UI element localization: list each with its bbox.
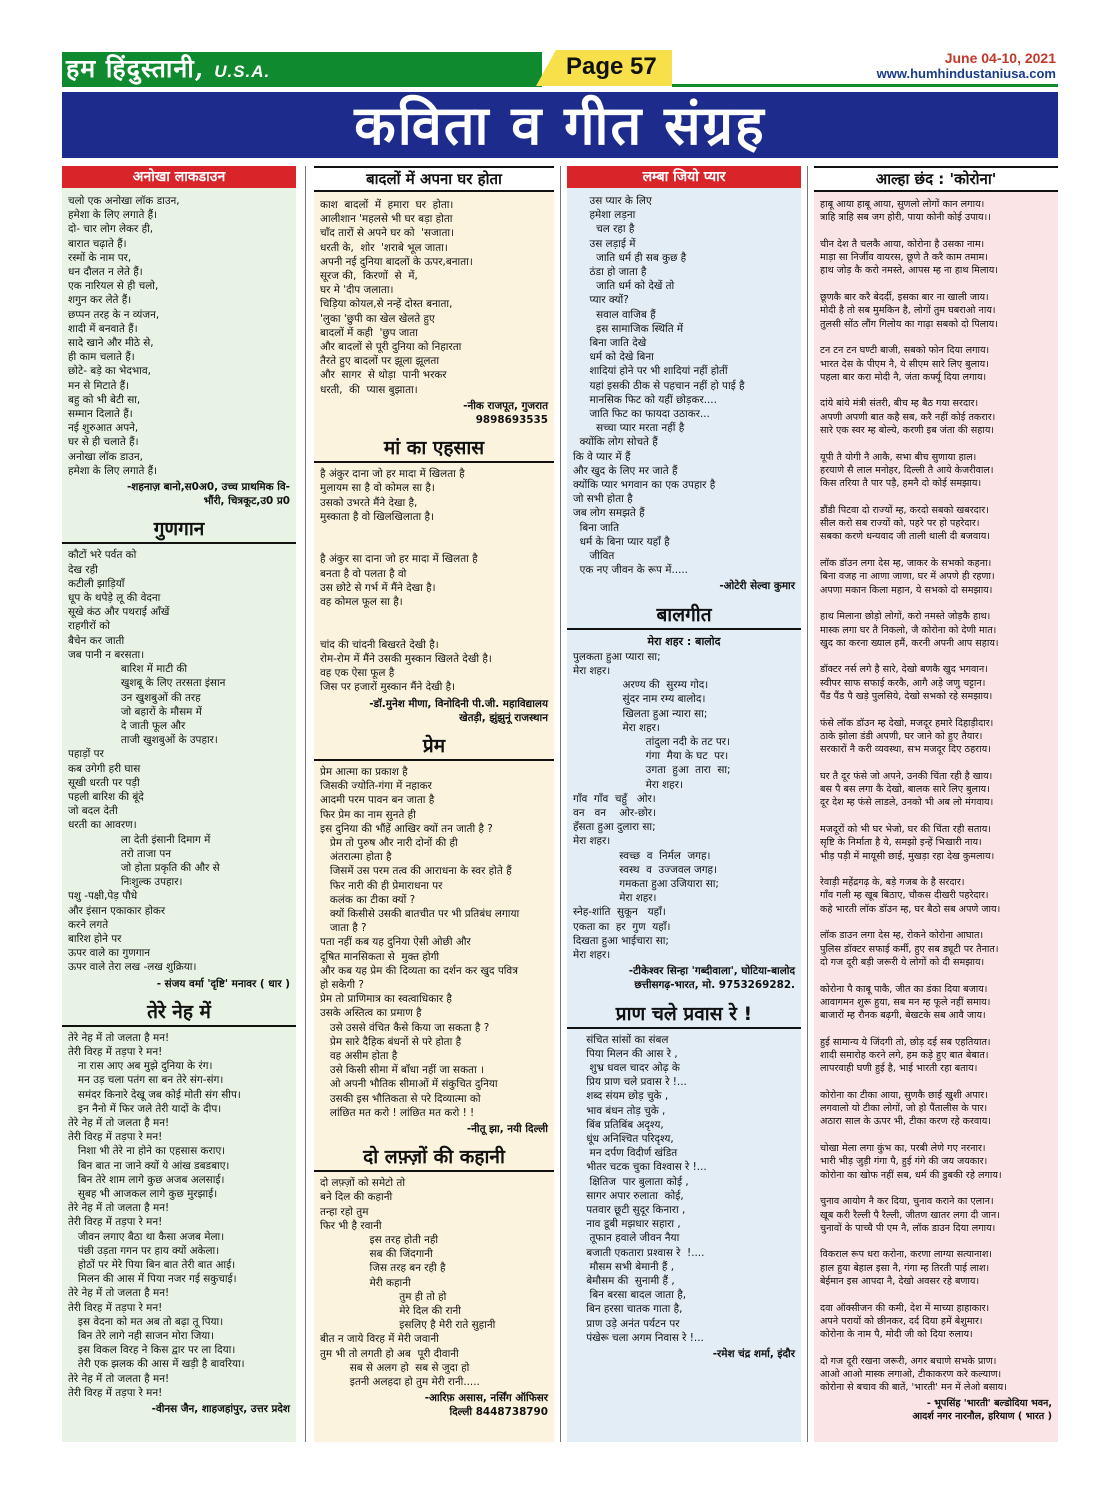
poem-text: तेरे नेह में तो जलता है मन! तेरी विरह में तड़पा रे मन! ना रास आए अब मुझे दुनिया के रंग। मन उड़ चला पतंग सा बन तेरे संग-संग। समंदर किनारे देखू जब कोई मोती संग सीप। इन नैनो में फिर जले तेरी यादों के दीप। तेरे नेह में तो जलता है मन! तेरी विरह में तड़पा रे मन! निशा भी तेरे ना होने का एहसास कराए। बिन बात ना जाने क्यों ये आंख डबडबाए। बिन तेरे शाम लागे कुछ अजब अलसाई। सुबह भी आजकल लागे कुछ मुरझाई। तेरे नेह में तो जलता है मन! तेरी विरह में तड़पा रे मन! जीवन लगाए बैठा था कैसा अजब मेला। पंछी उड़ता गगन पर हाय क्यों अकेला। होठों पर मेरे पिया बिन बात तेरी बात आई। मिलन की आस में पिया नजर गई सकुचाई। तेरे नेह में तो जलता है मन! तेरी विरह में तड़पा रे मन! इस वेदना को मत अब तो बढ़ा तू पिया। बिन तेरे लागे नही साजन मोरा जिया। इस विकल विरह ने किस द्वार पर ला दिया। तेरी एक झलक की आस में खड़ी है बावरिया। तेरे नेह में तो जलता है मन! तेरी विरह में तड़पा रे मन!: [68, 1031, 245, 1399]
poem-title-tere-neh-mein: तेरे नेह में: [62, 999, 296, 1027]
poem-text: है अंकुर दाना जो हर मादा में खिलता है मुलायम सा है वो कोमल सा है। उसको उभरते मैंने देखा है, मुस्काता है वो खिलखिलाता है। है अंकुर सा दाना जो हर मादा में खिलता है बनता है वो पलता है वो उस छोटे से गर्भ में मैंने देखा है। वह कोमल फूल सा है। चांद की चांदनी बिखरते देखी है। रोम-रोम में मैंने उसकी मुस्कान खिलते देखी है। वह एक ऐसा फूल है जिस पर हजारों मुस्कान मैंने देखी है।: [320, 468, 492, 694]
poem-text: कौटों भरे पर्वत को देख रही कटीली झाड़ियाँ धूप के थपेड़े लू की वेदना सूखे कंठ और पथराई आँखें राहगीरों को बैचेन कर जाती जब पानी न बरसता। बारिश में माटी की खुशबू के लिए तरसता इंसान उन खुशबुओं की तरह जो बहारों के मौसम में दे जाती फूल और ताजी खुशबुओं के उपहार। पहाड़ों पर कब उगेगी हरी घास सूखी धरती पर पड़ी पहली बारिश की बूंदे जो बदल देती धरती का आवरण। ला देती इंसानी दिमाग में तरो ताजा पन जो होता प्रकृति की और से निःशुल्क उपहार। पशु -पक्षी,पेड़ पौधे और इंसान एकाकार होकर करने लगते बारिश होने पर ऊपर वाले का गुणगान ऊपर वाले तेरा लख -लख शुक्रिया।: [68, 549, 226, 974]
issue-date: June 04-10, 2021: [944, 50, 1056, 66]
poem-title-maa-ka-ehsaas: मां का एहसास: [314, 435, 554, 463]
poem-text: संचित सांसों का संबल पिया मिलन की आस रे , शुभ्र धवल चादर ओढ़ के प्रिय प्राण चले प्रवास रे !... शब्द संयम छोड़ चुके , भाव बंधन तोड़ चुके , बिंब प्रतिबिंब अदृश्य, धूंध अनिश्चित परिदृश्य, मन दर्पण विदीर्ण खंडित भीतर चटक चुका विश्वास रे !... क्षितिज पार बुलाता कोई , सागर अपार रुलाता कोई, पतवार छूटी सुदूर किनारा , नाव डूबी मझधार सहारा , तूफान हवाले जीवन नैया बजाती एकतारा प्रश्वास रे !.... मौसम सभी बेमानी हैं , बेमौसम की सुनामी हैं , बिन बरसा बादल जाता है, बिन हरसा चातक गाता है, प्राण उड़े अनंत पर्यटन पर पंखेरू चला अगम निवास रे !...: [586, 1033, 707, 1344]
column-2: [314, 166, 554, 1442]
column-divider: [560, 166, 561, 1442]
poem-title-prem: प्रेम: [314, 733, 554, 761]
brand-suffix: U.S.A.: [214, 62, 271, 81]
poem-title-aalha-chhand: आल्हा छंद : 'कोरोना': [814, 166, 1058, 192]
poem-text: चलो एक अनोखा लॉक डाउन, हमेशा के लिए लगाते हैं। दो- चार लोग लेकर ही, बारात चढ़ाते हैं। रस्मों के नाम पर, धन दौलत न लेते हैं। एक नारियल से ही चलो, शगुन कर लेते हैं। छप्पन तरह के न व्यंजन, शादी में बनवाते हैं। सादे खाने और मीठे से, ही काम चलाते हैं। छोटे- बड़े का भेदभाव, मन से मिटाते हैं। बहु को भी बेटी सा, सम्मान दिलाते हैं। नई शुरुआत अपने, घर से ही चलाते हैं। अनोखा लॉक डाउन, हमेशा के लिए लगाते हैं।: [68, 195, 180, 477]
poem-author: - भूपसिंह 'भारती' बल्डोदिया भवन, आदर्श नगर नारनौल, हरियाण ( भारत ): [912, 1397, 1052, 1423]
poem-author: - संजय वर्मा 'दृष्टि' मनावर ( धार ): [156, 977, 290, 990]
brand-name: हम हिंदुस्तानी,: [66, 54, 205, 83]
masthead: [0, 0, 1118, 88]
poem-author: -टीकेश्वर सिन्हा 'गब्दीवाला', घोटिया-बालोद छत्तीसगढ़-भारत, मो. 9753269282.: [628, 965, 795, 992]
section-title: कविता व गीत संग्रह: [354, 93, 766, 157]
poem-author: -आरिफ़ असास, नर्सिंग ऑफिसर दिल्ली 8448738790: [424, 1392, 548, 1419]
poem-text: हाबू आया हाबू आया, सुणलो लोगों कान लगाय। त्राहि त्राहि सब जग होरी, पाया कोनी कोई उपाय।। चीन देश तै चलकै आया, कोरोना है उसका नाम। माड़ा सा निर्जीव वायरस, छूणे तै करै काम तमाम। हाथ जोड़ कै करो नमस्ते, आपस म्ह ना हाथ मिलाय। छूणकै बार करै बेदर्दी, इसका बार ना खाली जाय। मोदी है तो सब मुमकिन है, लोगों तुम घबराओ नाय। तुलसी सोंठ लौंग गिलोय का गाढ़ा सबको दो पिलाय। टन टन टन घण्टी बाजी, सबको फोन दिया लगाय। भारत देस के पीएम नै, ये सीएम सारे लिए बुलाय। पहला बार करा मोदी नै, जंता कर्फ्यू दिया लगाय। दांये बांये मंत्री संतरी, बीच म्ह बैठ गया सरदार। अपणी अपणी बात कहै सब, करै नहीं कोई तकरार। सारे एक स्वर म्ह बोल्ये, करणी इब जंता की सहाय। यूपी तै योगी नै आकै, सभा बीच सुणाया हाल। हरयाणे सै लाल मनोहर, दिल्ली तै आये केजरीवाल। किस तरिया तै पार पड़ै, हमनै दो कोई समझाय। डौंडी पिटवा दो राज्यों म्ह, करदो सबको खबरदार। सील करो सब राज्यों को, पहरे पर हो पहरेदार। सबका करणे धन्यवाद जी ताली थाली दी बजवाय। लॉक डॉउन लगा देस म्ह, जाकर के सभको कहना। बिना वजह ना आणा जाणा, घर में अपणे ही रहणा। अपणा मकान किला महान, ये सभको दो समझाय। हाथ मिलाना छोड़ो लोगों, करो नमस्ते जोड़कै हाथ। मास्क लगा घर तै निकलो, जै कोरोना को देणी मात। खुद का करना ख्याल हमैं, करनी अपनी आप सहाय। डॉक्टर नर्स लगे है सारे, देखो बणकै खुद भगवान। स्वीपर साफ सफाई करकै, आगै अड़े जणु चट्टान। पैंड पैंड पै खड़े पुलसिये, देखो सभको रहे समझाय। फंसे लॉक डॉउन म्ह देखो, मजदूर हमारे दिहाड़ीदार। ठाके झोला डंडी अपणी, घर जाने को हुए तैयार। सरकारों नै करी व्यवस्था, सभ मजदूर दिए ठहराय। घर तै दूर फंसे जो अपने, उनकी चिंता रही है खाय। बस पै बस लगा कै देखो, बालक सारे लिए बुलाय। दूर देश म्ह फंसे लाडले, उनको भी अब लो मंगवाय। मजदूरों को भी घर भेजो, घर की चिंता रही सताय। सृष्टि के निर्माता है ये, समझो इन्हें भिखारी नाय। भीड़ पड़ी में मायूसी छाई, मुखड़ा रहा देख कुमलाय। रेवाड़ी महेंद्रगढ़ के, बड़े गजब के है सरदार। गाँव गली म्ह खूब बिठाए, चौकस दीखरी पहरेदार। कहे भारती लॉक डॉउन म्ह, घर बैठो सब अपणे जाय। लॉक डाउन लगा देस म्ह, रोकने कोरोना आघात। पुलिस डॉक्टर सफाई कर्मी, हुए सब ड्यूटी पर तैनात। दो गज दूरी बड़ी जरूरी ये लोगों को दी समझाय। कोरोना पै काबू पाकै, जीत का डंका दिया बजाय। आवागमन शुरू हुया, सब मन म्ह फूले नहीं समाय। बाजारों म्ह रौनक बढ़गी, बेखटके सब आवै जाय। हुई सामान्य ये जिंदगी तो, छोड़ दई सब एहतियात। शादी समारोह करने लगे, हम कड़े हुए बात बेबात। लापरवाही घणी हुई है, भाई भारती रहा बताय। कोरोना का टीका आया, सुणकै छाई खुशी अपार। लगवालो यो टीका लोगों, जो हो पैंतालीस के पार। अठारा साल के ऊपर भी, टीका करण रहे करवाय। चोखा मेला लगा कुंभ का, परबी लेणे गए नरनार। भारी भीड़ जुड़ी गंगा पै, हुई गंगे की जय जयकार। कोरोना का खोफ नहीं सब, धर्म की डुबकी रहे लगाय। चुनाव आयोग नै कर दिया, चुनाव कराने का एलान। खूब करी रैल्ली पै रैल्ली, जीतण खातर लगा दी जान। चुनावों के पाच्चै पी एम नै, लॉक डाउन दिया लगाय। विकराल रूप धरा करोना, करणा लाग्या सत्यानाश। हाल हुया बेहाल इसा नै, गंगा म्ह तिरती पाई लाश। बेईमान इस आपदा नै, देखो अवसर रहे बणाय। दवा ऑक्सीजन की कमी, देश में माच्या हाहाकार। अपने परायों को छीनकर, दर्द दिया हमें बेशुमार। कोरोना के नाम पै, मोदी जी को दिया रुलाय। दो गज दूरी रखना जरूरी, अगर बचाणे सभके प्राण। आओ आओ मास्क लगाओ, टीकाकरण करे कल्याण। कोरोना से बचाव की बातें, 'भारती' मन में लेओ बसाय।: [820, 199, 1007, 1394]
column-divider: [305, 166, 306, 1442]
poem-text: प्रेम आत्मा का प्रकाश है जिसकी ज्योति-गंगा में नहाकर आदमी परम पावन बन जाता है फिर प्रेम का नाम सुनते ही इस दुनिया की भौंहें आखिर क्यों तन जाती है ? प्रेम तो पुरुष और नारी दोनों की ही अंतरात्मा होता है जिसमें उस परम तत्व की आराधना के स्वर होते हैं फिर नारी की ही प्रेमाराधना पर कलंक का टीका क्यों ? क्यों किसीसे उसकी बातचीत पर भी प्रतिबंध लगाया जाता है ? पता नहीं कब यह दुनिया ऐसी ओछी और दूषित मानसिकता से मुक्त होगी और कब यह प्रेम की दिव्यता का दर्शन कर खुद पवित्र हो सकेगी ? प्रेम तो प्राणिमात्र का स्वत्वाधिकार है उसके अस्तित्व का प्रमाण है उसे उससे वंचित कैसे किया जा सकता है ? प्रेम सारे दैहिक बंधनों से परे होता है वह असीम होता है उसे किसी सीमा में बाँधा नहीं जा सकता । ओ अपनी भौतिक सीमाओं में संकुचित दुनिया उसकी इस भौतिकता से परे दिव्यात्मा को लांछित मत करो ! लांछित मत करो ! !: [320, 765, 520, 1119]
poem-author: -रमेश चंद्र शर्मा, इंदौर: [712, 1348, 795, 1361]
poem-text: उस प्यार के लिए हमेशा लड़ना चल रहा है उस लड़ाई में जाति धर्म ही सब कुछ है ठंडा हो जाता है जाति धर्म को देखें तो प्यार क्यों? सवाल वाजिब हैं इस सामाजिक स्थिति में बिना जाति देखे धर्म को देखे बिना शादियां होने पर भी शादियां नहीं होतीं यहां इसकी ठीक से पहचान नहीं हो पाई है मानसिक फिट को यहीं छोड़कर.... जाति फिट का फायदा उठाकर... सच्चा प्यार मरता नहीं है क्योंकि लोग सोचते हैं कि वे प्यार में हैं और खुद के लिए मर जाते हैं क्योंकि प्यार भगवान का एक उपहार है जो सभी होता है जब लोग समझते हैं बिना जाति धर्म के बिना प्यार यहाँ है जीवित एक नए जीवन के रूप में.....: [573, 195, 745, 577]
poem-title-badalon-mein: बादलों में अपना घर होता: [314, 166, 554, 192]
poem-subtitle: मेरा शहर : बालोद: [647, 634, 721, 648]
poem-title-baalgeet: बालगीत: [567, 602, 801, 630]
website-link[interactable]: www.humhindustaniusa.com: [876, 66, 1056, 81]
poem-title-anokha-lockdown: अनोखा लाकडाउन: [62, 166, 296, 188]
masthead-rule-right: [672, 84, 1058, 87]
poem-author: -ओटेरी सेल्वा कुमार: [719, 580, 795, 593]
poem-title-lamba-jiyo-pyaar: लम्बा जियो प्यार: [567, 166, 801, 188]
column-divider: [807, 166, 808, 1442]
poem-author: -नीतू झा, नयी दिल्ली: [466, 1122, 548, 1135]
poem-title-praan-chale: प्राण चले प्रवास रे !: [567, 1001, 801, 1029]
poem-text: काश बादलों में हमारा घर होता। आलीशान 'महलसे भी घर बड़ा होता चाँद तारों से अपने घर को 'सजाता। धरती के, शोर 'शराबे भूल जाता। अपनी नई दुनिया बादलों के ऊपर,बनाता। सूरज की, किरणों से में, घर मे 'दीप जलाता। चिड़िया कोयल,से नन्हें दोस्त बनाता, 'लुका 'छुपी का खेल खेलते हुए बादलों में कही 'छुप जाता और बादलों से पूरी दुनिया को निहारता तैरते हुए बादलों पर झूला झूलता और सागर से थोड़ा पानी भरकर धरती, की प्यास बुझाता।: [320, 199, 473, 396]
column-3: [567, 166, 801, 1442]
poem-title-do-lafzon: दो लफ़्ज़ों की कहानी: [314, 1144, 554, 1172]
poem-text: दो लफ़्ज़ों को समेटो तो बने दिल की कहानी तन्हा रहो तुम फिर भी है रवानी इस तरह होती नही सब की जिंदगानी जिस तरह बन रही है मेरी कहानी तुम ही तो हो मेरे दिल की रानी इसलिए है मेरी राते सुहानी बीत न जाये विरह में मेरी जवानी तुम भी तो लगती हो अब पूरी दीवानी सब से अलग हो सब से जुदा हो इतनी अलहदा हो तुम मेरी रानी.....: [320, 1177, 496, 1389]
poem-author: -वीनस जैन, शाहजहांपुर, उत्तर प्रदेश: [151, 1403, 290, 1416]
poem-author: -शहनाज़ बानो,स0अ0, उच्च प्राथमिक वि- भौंरी, चित्रकूट,उ0 प्र0: [126, 481, 290, 508]
poem-author: -नीक राजपूत, गुजरात 9898693535: [463, 399, 548, 427]
column-1: [62, 166, 296, 1442]
page-number: Page 57: [566, 53, 657, 80]
brand-logo[interactable]: [66, 53, 270, 88]
poem-author: -डॉ.मुनेश मीणा, विनोदिनी पी.जी. महाविद्यालय खेतड़ी, झुंझुनूं राजस्थान: [369, 697, 548, 724]
poem-title-gungaan: गुणगान: [62, 516, 296, 544]
column-4: [814, 166, 1058, 1442]
poem-text: पुलकता हुआ प्यारा सा; मेरा शहर। अरण्य की सुरम्य गोद। सुंदर नाम रम्य बालोद। खिलता हुआ न्यारा सा; मेरा शहर। तांदुला नदी के तट पर। गंगा मैया के घट पर। उगता हुआ तारा सा; मेरा शहर। गाँव गाँव चहुँ ओर। वन वन ओर-छोर। हँसता हुआ दुलारा सा; मेरा शहर। स्वच्छ व निर्मल जगह। स्वस्थ व उज्जवल जगह। गमकता हुआ उजियारा सा; मेरा शहर। स्नेह-शांति सुकून यहाँ। एकता का हर गुण यहाँ। दिखता हुआ भाईचारा सा; मेरा शहर।: [573, 650, 731, 961]
